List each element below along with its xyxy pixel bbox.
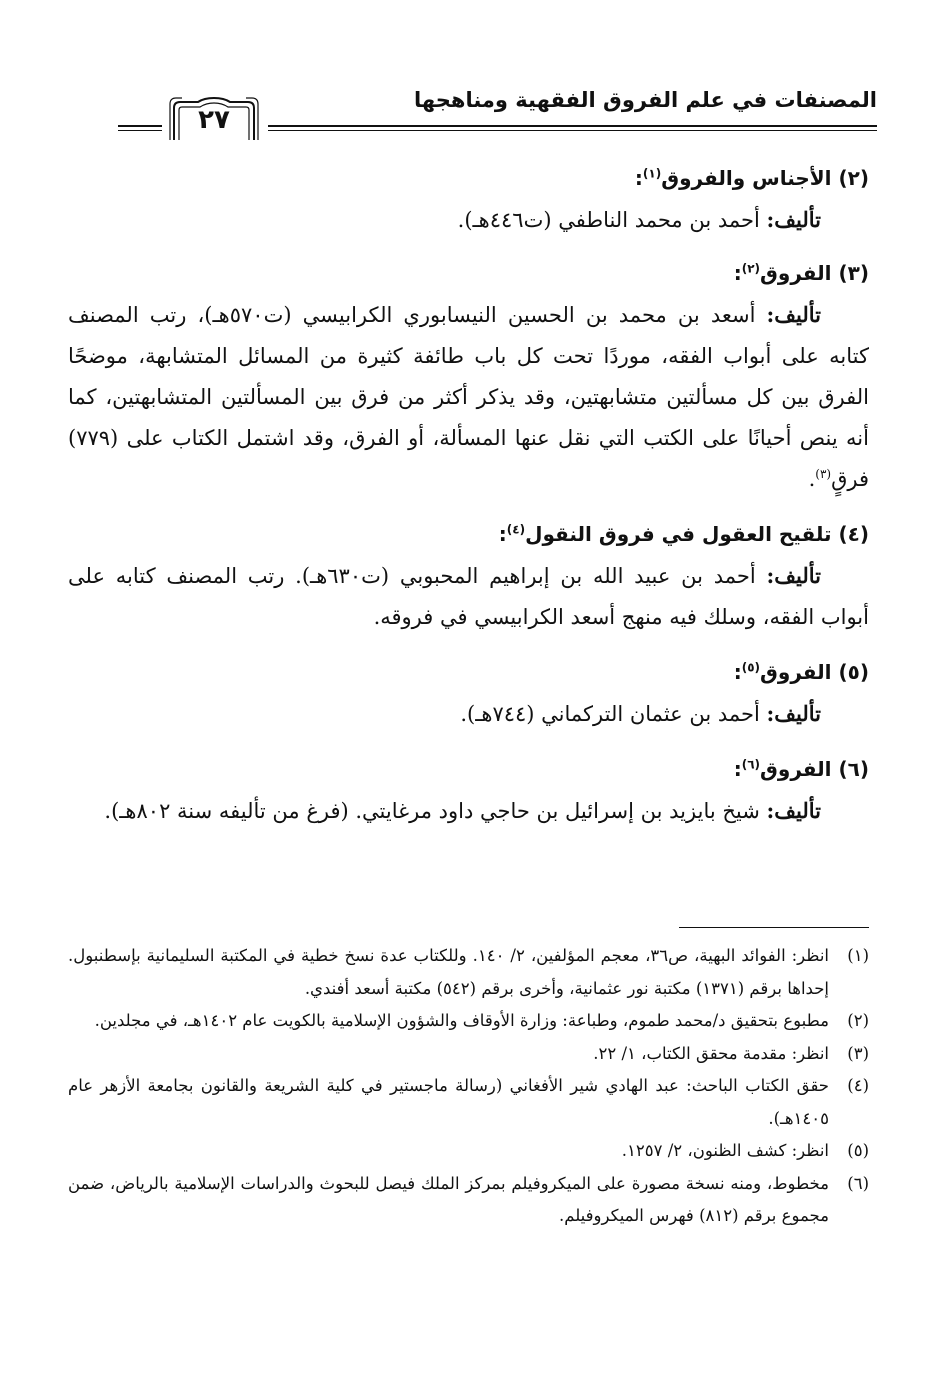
header-rule bbox=[118, 130, 162, 131]
running-header bbox=[118, 78, 877, 148]
page-number: ٢٧ bbox=[198, 105, 230, 135]
footnote bbox=[68, 1168, 869, 1233]
header-rule bbox=[118, 125, 162, 127]
header-rule bbox=[268, 130, 877, 131]
entry-body bbox=[68, 693, 869, 735]
author-label: تأليف: bbox=[766, 798, 821, 823]
entry-title: (٥) الفروق bbox=[760, 660, 869, 684]
entry-body bbox=[68, 555, 869, 638]
page-number-cartouche bbox=[168, 96, 260, 144]
entry-heading: (٤) تلقيح العقول في فروق النقول$^{(٤)}$: bbox=[498, 522, 869, 546]
entry-heading: (٦) الفروق$^{(٦)}$: bbox=[733, 757, 869, 781]
author-label: تأليف: bbox=[766, 207, 821, 232]
footnote-ref[interactable]: (٣) bbox=[815, 467, 832, 481]
footnote-text: انظر: مقدمة محقق الكتاب، ١/ ٢٢. bbox=[593, 1043, 829, 1063]
entry-title: (٢) الأجناس والفروق bbox=[661, 166, 869, 190]
entry-heading: (٣) الفروق$^{(٢)}$: bbox=[733, 261, 869, 285]
footnote bbox=[68, 940, 869, 1005]
footnote-text: انظر: كشف الظنون، ٢/ ١٢٥٧. bbox=[621, 1141, 829, 1160]
header-rule bbox=[268, 125, 877, 127]
footnote-ref[interactable]: (٦) bbox=[741, 757, 761, 772]
footnotes bbox=[68, 940, 869, 1233]
footnote-text: مطبوع بتحقيق د/محمد طموم، وطباعة: وزارة الأوقاف والشؤون الإسلامية بالكويت عام ١٤٠٢هـ، في مجلدين. bbox=[94, 1011, 829, 1030]
entry-text: أحمد بن عثمان التركماني (٧٤٤هـ). bbox=[460, 702, 767, 726]
footnote-ref[interactable]: (١) bbox=[642, 166, 662, 181]
entry-title: (٦) الفروق bbox=[760, 757, 869, 781]
entry-body bbox=[68, 790, 869, 832]
footnote-number: (٥) bbox=[847, 1141, 869, 1160]
footnote bbox=[68, 1038, 869, 1071]
entry-title: (٤) تلقيح العقول في فروق النقول bbox=[525, 522, 869, 546]
footnote-ref[interactable]: (٥) bbox=[741, 660, 761, 675]
footnote-number: (٣) bbox=[847, 1043, 869, 1063]
footnote bbox=[68, 1135, 869, 1168]
main-text bbox=[68, 158, 869, 832]
author-label: تأليف: bbox=[766, 563, 821, 588]
footnote-number: (٢) bbox=[847, 1011, 869, 1030]
author-label: تأليف: bbox=[766, 701, 821, 726]
entry-text: شيخ بايزيد بن إسرائيل بن حاجي داود مرغايتي. (فرغ من تأليفه سنة ٨٠٢هـ). bbox=[104, 799, 767, 823]
footnote-text: انظر: الفوائد البهية، ص٣٦، معجم المؤلفين، ٢/ ١٤٠. وللكتاب عدة نسخ خطية في المكتبة السليمانية بإسطنبول. إحداها برقم (١٣٧١) مكتبة نور عثمانية، وأخرى برقم (٥٤٢) مكتبة أسعد أفندي. bbox=[68, 946, 830, 998]
entry-text: أحمد بن عبيد الله بن إبراهيم المحبوبي (ت٦٣٠هـ). رتب المصنف كتابه على أبواب الفقه، وسلك فيه منهج أسعد الكرابيسي في فروقه. bbox=[68, 564, 869, 629]
entry-body bbox=[68, 294, 869, 500]
entry-title: (٣) الفروق bbox=[760, 261, 869, 285]
entry-heading: (٢) الأجناس والفروق$^{(١)}$: bbox=[634, 166, 869, 190]
footnote-ref[interactable]: (٢) bbox=[741, 261, 761, 276]
running-header-title: المصنفات في علم الفروق الفقهية ومناهجها bbox=[414, 88, 877, 112]
entry-text: أسعد بن محمد بن الحسين النيسابوري الكرابيسي (ت٥٧٠هـ)، رتب المصنف كتابه على أبواب الفقه، موردًا تحت كل باب طائفة كثيرة من المسائل المتشابهة، موضحًا الفرق بين كل مسألتين متشابهتين، وقد يذكر أكثر من فرق بين المسألتين المتشابهتين، كما أنه ينص أحيانًا على الكتب التي نقل عنها المسألة، أو الفرق، وقد اشتمل الكتاب على (٧٧٩) فرقٍ bbox=[68, 303, 869, 491]
footnote-ref[interactable]: (٤) bbox=[506, 522, 526, 537]
author-label: تأليف: bbox=[766, 302, 821, 327]
footnote-number: (٦) bbox=[847, 1173, 869, 1193]
footnote bbox=[68, 1005, 869, 1038]
entry-body bbox=[68, 199, 869, 241]
footnote-text: حقق الكتاب الباحث: عبد الهادي شير الأفغاني (رسالة ماجستير في كلية الشريعة والقانون بجامعة الأزهر عام ١٤٠٥هـ). bbox=[68, 1076, 829, 1128]
footnote-separator bbox=[679, 927, 869, 928]
entry-heading: (٥) الفروق$^{(٥)}$: bbox=[733, 660, 869, 684]
footnote-number: (٤) bbox=[847, 1076, 869, 1095]
entry-text: أحمد بن محمد الناطفي (ت٤٤٦هـ). bbox=[457, 208, 767, 232]
footnote-text: مخطوط، ومنه نسخة مصورة على الميكروفيلم بمركز الملك فيصل للبحوث والدراسات الإسلامية بالرياض، ضمن مجموع برقم (٨١٢) فهرس الميكروفيلم. bbox=[68, 1173, 829, 1225]
entry-text-end: . bbox=[808, 467, 816, 491]
footnote-number: (١) bbox=[847, 946, 869, 965]
footnote bbox=[68, 1070, 869, 1135]
